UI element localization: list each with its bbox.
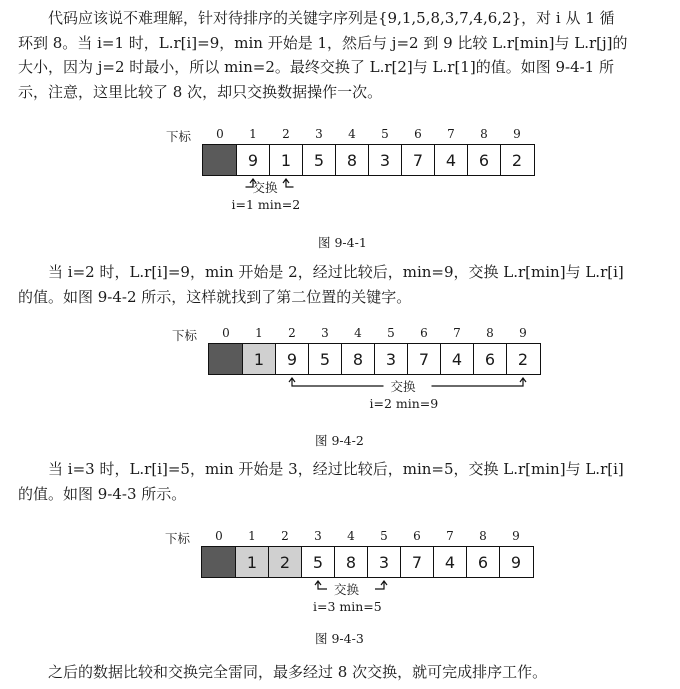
swap-label: 交换	[390, 379, 416, 394]
paragraph-4-line-1: 之后的数据比较和交换完全雷同，最多经过 8 次交换，就可完成排序工作。	[48, 663, 548, 681]
array-cell-3: 5	[308, 344, 341, 374]
array-cell-9: 2	[506, 344, 539, 374]
array-cell-3: 5	[302, 145, 335, 175]
index-7: 7	[447, 127, 455, 141]
paragraph-3-line-1: 当 i=3 时，L.r[i]=5，min 开始是 3，经过比较后，min=5，交换 L.r[min]与 L.r[i]	[48, 460, 624, 478]
figure-9-4-2	[0, 324, 680, 448]
index-0: 0	[222, 326, 230, 340]
array-cell-5: 3	[374, 344, 407, 374]
swap-arrow	[0, 324, 680, 444]
index-7: 7	[446, 529, 454, 543]
paragraph-2-line-2: 的值。如图 9-4-2 所示，这样就找到了第二位置的关键字。	[18, 287, 412, 306]
array-cell-9: 2	[500, 145, 533, 175]
index-6: 6	[414, 127, 422, 141]
index-1: 1	[249, 127, 257, 141]
index-label: 下标	[172, 328, 198, 343]
array-cell-2: 1	[269, 145, 302, 175]
index-5: 5	[380, 529, 388, 543]
index-8: 8	[479, 529, 487, 543]
array-cell-4: 8	[334, 547, 367, 577]
index-5: 5	[381, 127, 389, 141]
swap-label: 交换	[334, 582, 360, 597]
array-cell-5: 3	[368, 145, 401, 175]
figure-9-4-3	[0, 527, 680, 647]
array-cell-6: 7	[400, 547, 433, 577]
array-cell-7: 4	[433, 547, 466, 577]
index-label: 下标	[166, 129, 192, 144]
paragraph-1	[18, 6, 668, 104]
paragraph-1-line-4: 示，注意，这里比较了 8 次，却只交换数据操作一次。	[18, 82, 383, 101]
index-6: 6	[413, 529, 421, 543]
index-4: 4	[354, 326, 362, 340]
paragraph-4	[18, 660, 668, 685]
array-cell-2: 2	[268, 547, 301, 577]
index-9: 9	[512, 529, 520, 543]
paragraph-3-line-2: 的值。如图 9-4-3 所示。	[18, 484, 187, 503]
array-cell-3: 5	[301, 547, 334, 577]
array-cell-6: 7	[407, 344, 440, 374]
index-3: 3	[321, 326, 329, 340]
array-cell-1: 1	[235, 547, 268, 577]
array-cell-8: 6	[466, 547, 499, 577]
figure-caption: 图 9-4-1	[318, 235, 367, 250]
index-5: 5	[387, 326, 395, 340]
index-0: 0	[216, 127, 224, 141]
index-9: 9	[513, 127, 521, 141]
index-2: 2	[281, 529, 289, 543]
state-text: i=3 min=5	[313, 599, 382, 614]
state-text: i=2 min=9	[369, 396, 439, 411]
index-8: 8	[480, 127, 488, 141]
index-4: 4	[348, 127, 356, 141]
index-3: 3	[315, 127, 323, 141]
array-cell-5: 3	[367, 547, 400, 577]
figure-9-4-1	[0, 125, 680, 250]
index-2: 2	[288, 326, 296, 340]
index-2: 2	[282, 127, 290, 141]
array-cell-1: 9	[236, 145, 269, 175]
index-label: 下标	[165, 531, 191, 546]
paragraph-1-line-2: 环到 8。当 i=1 时，L.r[i]=9，min 开始是 1，然后与 j=2 到 9 比较 L.r[min]与 L.r[j]的	[18, 33, 628, 52]
index-3: 3	[314, 529, 322, 543]
paragraph-1-line-1: 代码应该说不难理解，针对待排序的关键字序列是{9,1,5,8,3,7,4,6,2}，对 i 从 1 循	[48, 9, 615, 27]
index-8: 8	[486, 326, 494, 340]
paragraph-2	[18, 260, 668, 309]
index-1: 1	[255, 326, 263, 340]
index-7: 7	[453, 326, 461, 340]
array-cell-7: 4	[434, 145, 467, 175]
swap-label: 交换	[252, 180, 278, 195]
array-cell-4: 8	[335, 145, 368, 175]
index-1: 1	[248, 529, 256, 543]
paragraph-1-line-3: 大小，因为 j=2 时最小，所以 min=2。最终交换了 L.r[2]与 L.r[1]的值。如图 9-4-1 所	[18, 58, 614, 76]
array-cell-8: 6	[467, 145, 500, 175]
swap-arrow	[0, 125, 680, 245]
state-text: i=1 min=2	[231, 197, 301, 212]
paragraph-2-line-1: 当 i=2 时，L.r[i]=9，min 开始是 2，经过比较后，min=9，交换 L.r[min]与 L.r[i]	[48, 263, 624, 281]
index-0: 0	[215, 529, 223, 543]
index-6: 6	[420, 326, 428, 340]
figure-caption: 图 9-4-2	[315, 433, 364, 448]
array-cell-8: 6	[473, 344, 506, 374]
array-cell-2: 9	[275, 344, 308, 374]
figure-caption: 图 9-4-3	[315, 631, 364, 646]
array-cell-6: 7	[401, 145, 434, 175]
array-cell-9: 9	[499, 547, 532, 577]
array-cell-7: 4	[440, 344, 473, 374]
array-cell-4: 8	[341, 344, 374, 374]
index-9: 9	[519, 326, 527, 340]
index-4: 4	[347, 529, 355, 543]
array-cell-1: 1	[242, 344, 275, 374]
paragraph-3	[18, 457, 668, 506]
